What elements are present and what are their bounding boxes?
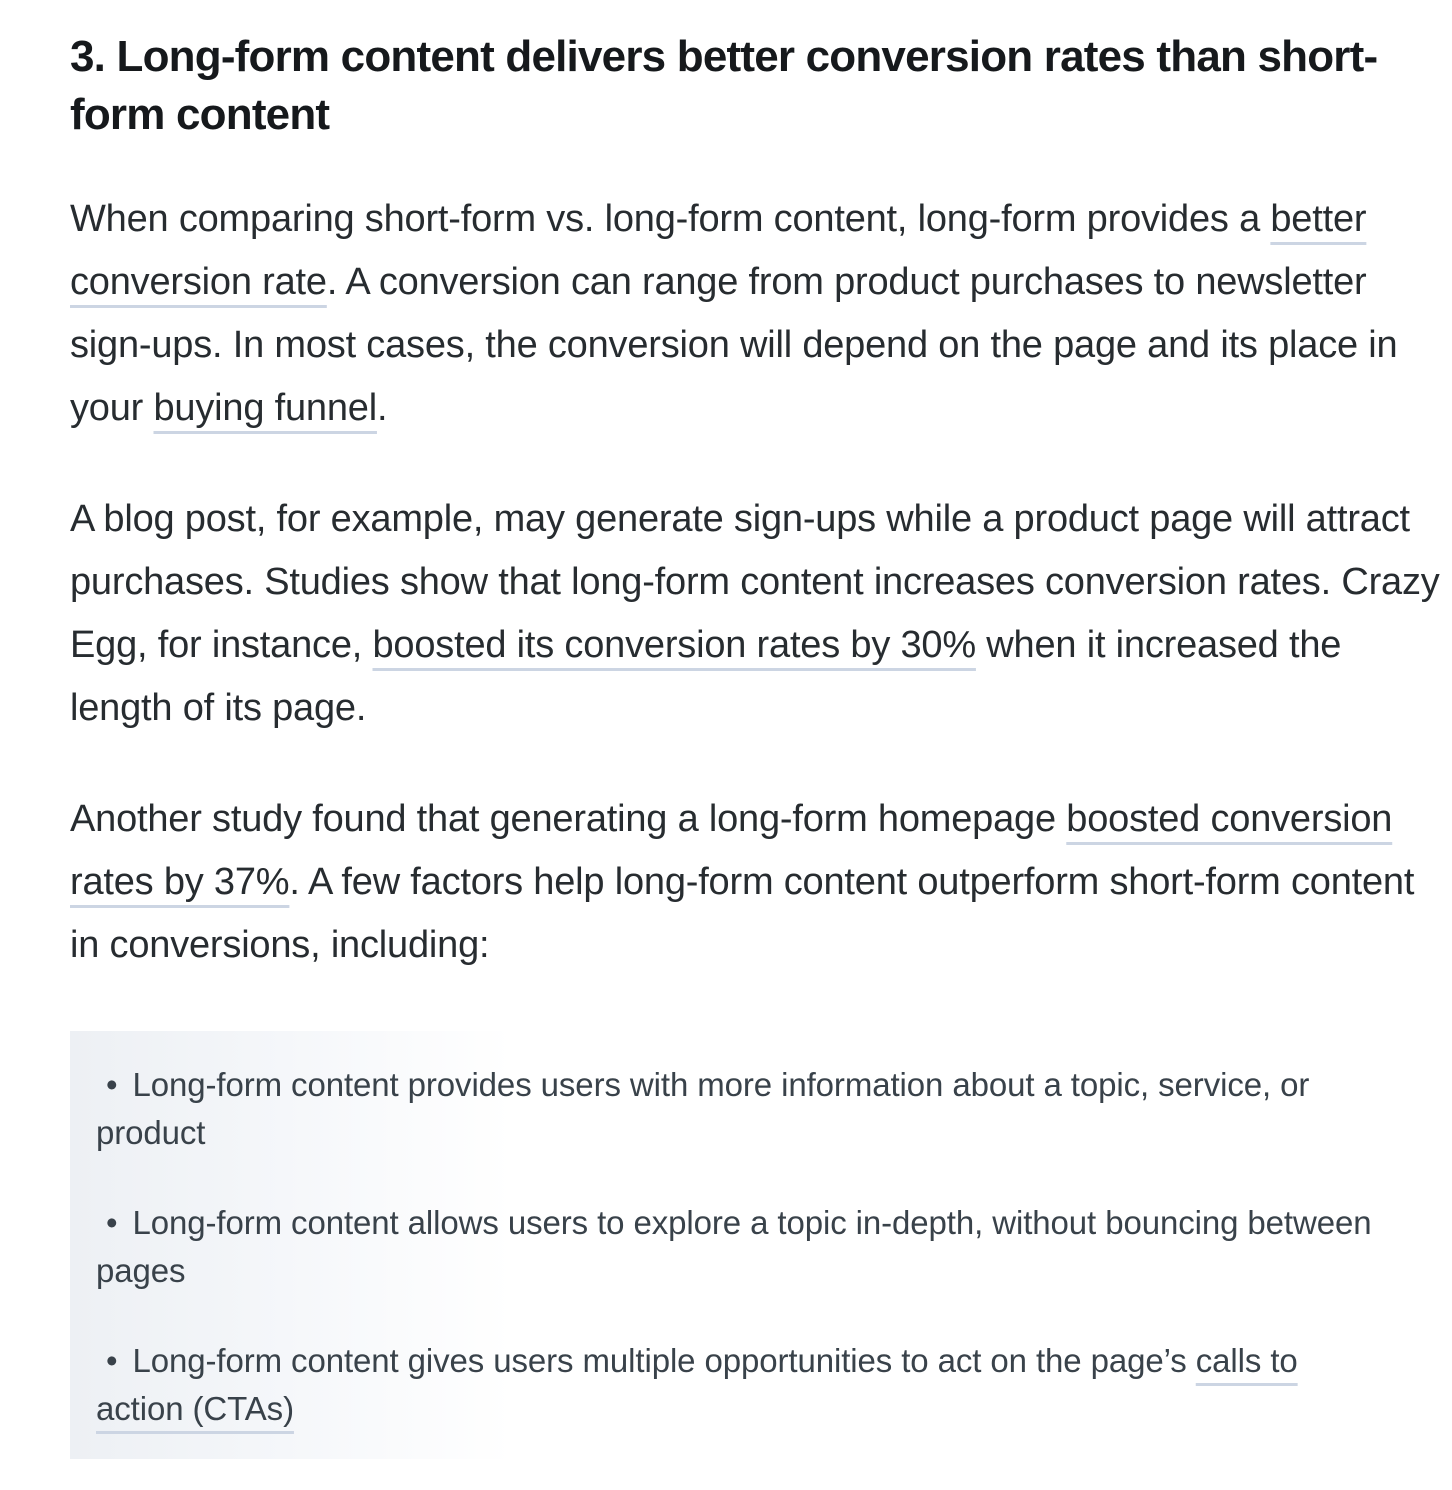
section-heading: 3. Long-form content delivers better conversion rates than short-form content xyxy=(70,32,1378,139)
inline-link[interactable]: calls to action (CTAs) xyxy=(96,1342,1298,1427)
list-item xyxy=(96,1199,1380,1295)
text-run: Long-form content provides users with more information about a topic, service, or product xyxy=(96,1066,1310,1151)
text-run: When comparing short-form vs. long-form content, long-form provides a xyxy=(70,198,1271,240)
text-run: Long-form content allows users to explore a topic in-depth, without bouncing between pages xyxy=(96,1204,1372,1289)
bullet-list-box xyxy=(70,1031,1410,1459)
text-run: . A conversion can range from product purchases to newsletter sign-ups. In most cases, the conversion will depend on the page and its place in your xyxy=(70,261,1398,429)
paragraph-conversion-intro xyxy=(70,188,1446,440)
list-item-text xyxy=(96,1066,1309,1151)
list-item xyxy=(96,1337,1380,1433)
bullet-icon: • xyxy=(106,1342,118,1379)
bullet-icon: • xyxy=(106,1204,118,1241)
inline-link[interactable]: better conversion rate xyxy=(70,198,1367,303)
text-run: . A few factors help long-form content outperform short-form content in conversions, including: xyxy=(70,861,1415,966)
text-run: Another study found that generating a long-form homepage xyxy=(70,798,1067,840)
text-run: . xyxy=(376,387,388,429)
inline-link[interactable]: boosted its conversion rates by 30% xyxy=(372,624,976,666)
paragraph-crazy-egg-study xyxy=(70,488,1446,740)
list-item-text xyxy=(96,1204,1371,1289)
paragraph-homepage-study xyxy=(70,788,1446,977)
inline-link[interactable]: buying funnel xyxy=(153,387,377,429)
article-content xyxy=(70,28,1446,1459)
text-run: when it increased the length of its page. xyxy=(70,624,1342,729)
list-item xyxy=(96,1061,1380,1157)
list-item-text xyxy=(96,1342,1298,1427)
inline-link[interactable]: boosted conversion rates by 37% xyxy=(70,798,1393,903)
text-run: Long-form content gives users multiple opportunities to act on the page’s xyxy=(132,1342,1196,1379)
text-run: A blog post, for example, may generate sign-ups while a product page will attract purchases. Studies show that long-form content increases conversion rates. Crazy Egg, for instance, xyxy=(70,498,1440,666)
bullet-icon: • xyxy=(106,1066,118,1103)
